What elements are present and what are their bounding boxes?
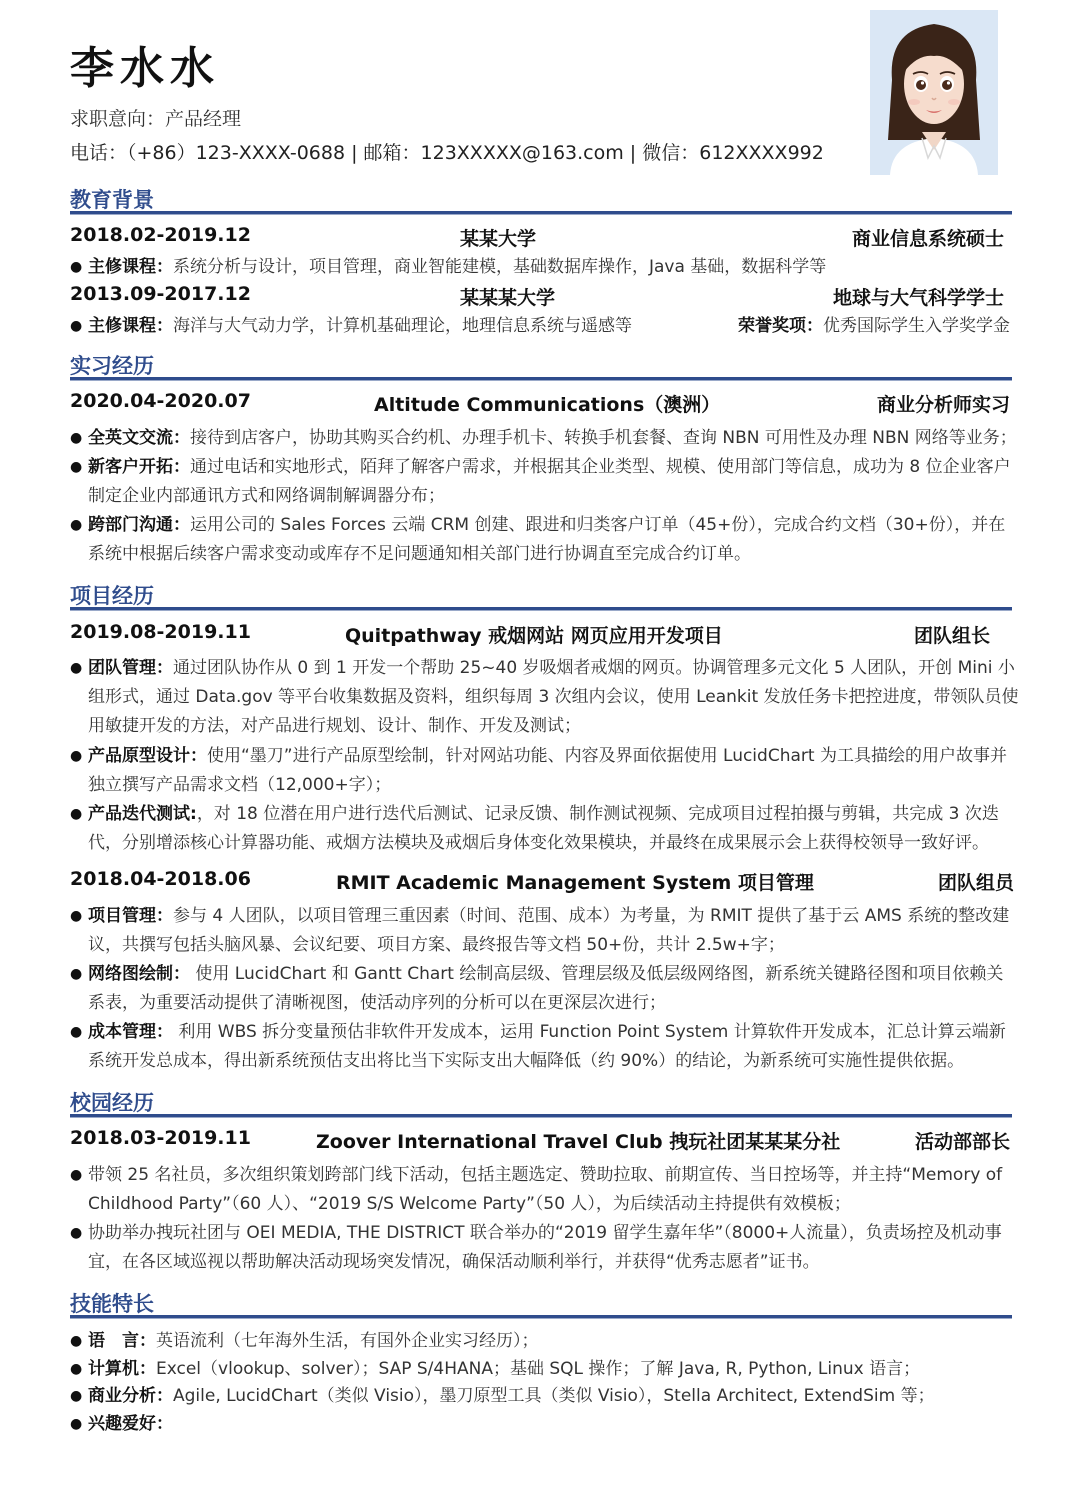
internship-row — [70, 390, 1012, 418]
bullet-label: 团队管理： — [88, 658, 173, 678]
bullet-text: 运用公司的 Sales Forces 云端 CRM 创建、跟进和归类客户订单（45+份），完成合约文档（30+份），并在系统中根据后续客户需求变动或库存不足问题通知相关部门进行协调直至完成合约订单。 — [88, 515, 1006, 564]
bullet-text: 使用“墨刀”进行产品原型绘制，针对网站功能、内容及界面依据使用 LucidChart 为工具描绘的用户故事并独立撰写产品需求文档（12,000+字）； — [88, 746, 1007, 795]
bullet-dot: ● — [70, 1416, 83, 1432]
internship-date: 2020.04-2020.07 — [70, 390, 251, 412]
bullet-dot: ● — [70, 908, 83, 924]
bullet-dot: ● — [70, 459, 83, 475]
project-role: 团队组长 — [913, 625, 990, 647]
courses-text: 系统分析与设计，项目管理，商业智能建模，基础数据库操作，Java 基础，数据科学等 — [173, 257, 827, 277]
skill-label: 计算机： — [88, 1359, 156, 1379]
bullet-dot: ● — [70, 748, 83, 764]
internship-bullet-2 — [70, 453, 1020, 511]
section-title-projects: 项目经历 — [70, 584, 154, 608]
bullet-text: 接待到店客户，协助其购买合约机、办理手机卡、转换手机套餐、查询 NBN 可用性及办理 NBN 网络等业务； — [190, 428, 1017, 448]
bullet-text: 带领 25 名社员，多次组织策划跨部门线下活动，包括主题选定、赞助拉取、前期宣传、当日控场等，并主持“Memory of Childhood Party”（60 人）、“2019 S/S Welcome Party”（50 人），为后续活动主持提供有效模板； — [88, 1165, 1003, 1214]
bullet-dot: ● — [70, 966, 83, 982]
project-2-bullet-3 — [70, 1018, 1020, 1076]
skill-item-language — [70, 1327, 1020, 1356]
education-date: 2018.02-2019.12 — [70, 224, 251, 246]
skill-text: Excel（vlookup、solver）；SAP S/4HANA；基础 SQL 操作；了解 Java, R, Python, Linux 语言； — [156, 1359, 921, 1379]
education-row-2 — [70, 283, 1012, 311]
bullet-text: 协助举办拽玩社团与 OEI MEDIA, THE DISTRICT 联合举办的“2019 留学生嘉年华”（8000+人流量），负责场控及机动事宜，在各区域巡视以帮助解决活动现场突发情况，确保活动顺利举行，并获得“优秀志愿者”证书。 — [88, 1223, 1002, 1272]
project-row-2 — [70, 868, 1012, 896]
education-degree: 地球与大气科学学士 — [832, 287, 1004, 309]
honors-text: 优秀国际学生入学奖学金 — [823, 316, 1010, 336]
skill-label: 兴趣爱好： — [88, 1414, 173, 1434]
bullet-dot: ● — [70, 430, 83, 446]
skill-text: Agile, LucidChart（类似 Visio），墨刀原型工具（类似 Visio），Stella Architect, ExtendSim 等； — [173, 1386, 935, 1406]
honors-label: 荣誉奖项： — [738, 316, 823, 336]
project-name: RMIT Academic Management System 项目管理 — [336, 872, 814, 894]
bullet-dot: ● — [70, 806, 83, 822]
internship-company: Altitude Communications（澳洲） — [374, 394, 721, 416]
section-divider — [70, 377, 1012, 381]
education-degree: 商业信息系统硕士 — [851, 228, 1004, 250]
section-title-internship: 实习经历 — [70, 354, 154, 378]
section-divider — [70, 607, 1012, 611]
bullet-label: 网络图绘制： — [88, 964, 190, 984]
project-date: 2019.08-2019.11 — [70, 621, 251, 643]
courses-text: 海洋与大气动力学，计算机基础理论，地理信息系统与遥感等 — [173, 316, 632, 336]
courses-label: 主修课程： — [88, 257, 173, 277]
bullet-label: 新客户开拓： — [88, 457, 190, 477]
education-school: 某某大学 — [460, 228, 537, 250]
bullet-label: 产品迭代测试: — [88, 804, 197, 824]
bullet-label: 成本管理： — [88, 1022, 173, 1042]
project-2-bullet-2 — [70, 960, 1020, 1018]
bullet-text: 使用 LucidChart 和 Gantt Chart 绘制高层级、管理层级及低层级网络图，新系统关键路径图和项目依赖关系表，为重要活动提供了清晰视图，使活动序列的分析可以在更深层次进行； — [88, 964, 1004, 1013]
project-name: Quitpathway 戒烟网站 网页应用开发项目 — [345, 625, 723, 647]
campus-role: 活动部部长 — [914, 1131, 1010, 1153]
campus-row — [70, 1127, 1012, 1155]
section-divider — [70, 1315, 1012, 1319]
campus-club: Zoover International Travel Club 拽玩社团某某某分社 — [316, 1131, 841, 1153]
bullet-dot: ● — [70, 1225, 83, 1241]
bullet-dot: ● — [70, 517, 83, 533]
education-school: 某某某大学 — [460, 287, 556, 309]
bullet-dot: ● — [70, 660, 83, 676]
section-title-skills: 技能特长 — [70, 1292, 154, 1316]
skill-item-computer — [70, 1355, 1020, 1384]
section-title-campus: 校园经历 — [70, 1091, 154, 1115]
contact-line: 电话：（+86）123-XXXX-0688 | 邮箱：123XXXXX@163.com | 微信：612XXXX992 — [70, 142, 824, 164]
bullet-dot: ● — [70, 1361, 83, 1377]
internship-bullet-1 — [70, 424, 1020, 453]
project-2-bullet-1 — [70, 902, 1020, 960]
job-intent — [70, 104, 241, 131]
bullet-text: 参与 4 人团队，以项目管理三重因素（时间、范围、成本）为考量，为 RMIT 提供了基于云 AMS 系统的整改建议，共撰写包括头脑风暴、会议纪要、项目方案、最终报告等文档 50+份，共计 2.5w+字； — [88, 906, 1010, 955]
bullet-dot: ● — [70, 1333, 83, 1349]
skill-text: 英语流利（七年海外生活，有国外企业实习经历）； — [156, 1331, 539, 1351]
bullet-text: 通过电话和实地形式，陌拜了解客户需求，并根据其企业类型、规模、使用部门等信息，成功为 8 位企业客户制定企业内部通讯方式和网络调制解调器分布； — [88, 457, 1011, 506]
section-title-education: 教育背景 — [70, 188, 154, 212]
campus-date: 2018.03-2019.11 — [70, 1127, 251, 1149]
campus-bullet-1 — [70, 1161, 1020, 1219]
bullet-label: 产品原型设计： — [88, 746, 207, 766]
education-row-1 — [70, 224, 1012, 252]
courses-label: 主修课程： — [88, 316, 173, 336]
bullet-text: 利用 WBS 拆分变量预估非软件开发成本，运用 Function Point System 计算软件开发成本，汇总计算云端新系统开发总成本，得出新系统预估支出将比当下实际支出大幅降低（约 90%）的结论，为新系统可实施性提供依据。 — [88, 1022, 1006, 1071]
skill-label: 语 言： — [88, 1331, 156, 1351]
bullet-text: 通过团队协作从 0 到 1 开发一个帮助 25~40 岁吸烟者戒烟的网页。协调管理多元文化 5 人团队，开创 Mini 小组形式，通过 Data.gov 等平台收集数据及资料，组织每周 3 次组内会议，使用 Leankit 发放任务卡把控进度，带领队员使用敏捷开发的方法，对产品进行规划、设计、制作、开发及测试； — [88, 658, 1019, 736]
skill-item-business — [70, 1382, 1020, 1411]
internship-role: 商业分析师实习 — [876, 394, 1010, 416]
section-divider — [70, 211, 1012, 215]
honors-award — [738, 312, 1010, 341]
bullet-text: ，对 18 位潜在用户进行迭代后测试、记录反馈、制作测试视频、完成项目过程拍摄与剪辑，共完成 3 次迭代，分别增添核心计算器功能、戒烟方法模块及戒烟后身体变化效果模块，并最终在成果展示会上获得校领导一致好评。 — [88, 804, 999, 853]
project-1-bullet-2 — [70, 742, 1020, 800]
skill-item-hobbies — [70, 1410, 1020, 1439]
skill-label: 商业分析： — [88, 1386, 173, 1406]
bullet-dot: ● — [70, 1024, 83, 1040]
section-divider — [70, 1114, 1012, 1118]
profile-photo — [870, 10, 998, 175]
education-courses-2 — [70, 312, 1020, 341]
bullet-dot: ● — [70, 1167, 83, 1183]
job-intent-label: 求职意向： — [70, 108, 166, 130]
project-1-bullet-1 — [70, 654, 1020, 741]
portrait-illustration — [870, 10, 998, 175]
internship-bullet-3 — [70, 511, 1020, 569]
education-courses-1 — [70, 253, 1020, 282]
bullet-label: 跨部门沟通： — [88, 515, 190, 535]
project-1-bullet-3 — [70, 800, 1020, 858]
bullet-dot: ● — [70, 259, 83, 275]
job-intent-value: 产品经理 — [165, 108, 242, 130]
bullet-dot: ● — [70, 318, 83, 334]
project-row-1 — [70, 621, 1012, 649]
bullet-label: 项目管理： — [88, 906, 173, 926]
project-role: 团队组员 — [937, 872, 1014, 894]
candidate-name: 李水水 — [70, 43, 220, 94]
education-date: 2013.09-2017.12 — [70, 283, 251, 305]
campus-bullet-2 — [70, 1219, 1020, 1277]
bullet-dot: ● — [70, 1388, 83, 1404]
project-date: 2018.04-2018.06 — [70, 868, 251, 890]
bullet-label: 全英文交流： — [88, 428, 190, 448]
